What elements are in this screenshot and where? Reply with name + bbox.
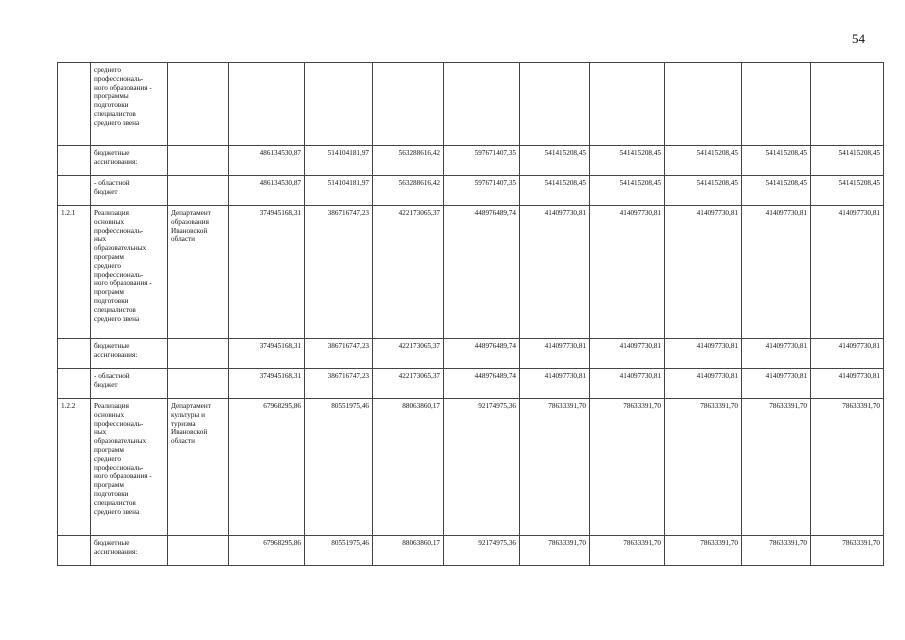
table-row <box>58 339 884 369</box>
row-index-cell <box>58 536 91 566</box>
row-value-cell: 597671407,35 <box>444 146 520 176</box>
row-index-cell: 1.2.2 <box>58 399 91 536</box>
row-index-cell <box>58 63 91 146</box>
row-value-cell: 422173065,37 <box>373 339 444 369</box>
row-value-cell: 92174975,36 <box>444 536 520 566</box>
row-value-cell: 448976489,74 <box>444 206 520 339</box>
row-value-cell: 414097730,81 <box>520 206 590 339</box>
row-name-cell: - областной бюджет <box>91 369 168 399</box>
row-value-cell: 541415208,45 <box>590 176 665 206</box>
row-value-cell: 92174975,36 <box>444 399 520 536</box>
row-executor-cell: Департамент культуры и туризма Ивановской области <box>168 399 229 536</box>
row-value-cell: 88063860,17 <box>373 536 444 566</box>
row-value-cell: 78633391,70 <box>520 399 590 536</box>
row-executor-cell <box>168 63 229 146</box>
row-value-cell: 78633391,70 <box>665 399 742 536</box>
table-row <box>58 536 884 566</box>
row-value-cell: 374945168,31 <box>229 339 305 369</box>
row-value-cell: 448976489,74 <box>444 339 520 369</box>
row-value-cell: 514104181,97 <box>305 146 373 176</box>
row-value-cell: 67968295,86 <box>229 399 305 536</box>
row-value-cell: 414097730,81 <box>590 206 665 339</box>
row-value-cell: 563288616,42 <box>373 176 444 206</box>
row-name-cell: Реализация основных профессиональ- ных образовательных программ среднего профессиональ- ного образования - программ подготовки специалистов среднего звена <box>91 399 168 536</box>
row-value-cell: 414097730,81 <box>665 369 742 399</box>
row-value-cell: 541415208,45 <box>520 176 590 206</box>
budget-table <box>57 62 884 566</box>
row-value-cell: 597671407,35 <box>444 176 520 206</box>
row-value-cell: 80551975,46 <box>305 399 373 536</box>
row-value-cell: 88063860,17 <box>373 399 444 536</box>
row-executor-cell <box>168 536 229 566</box>
row-value-cell <box>444 63 520 146</box>
row-name-cell: среднего профессиональ- ного образования - программы подготовки специалистов среднего звена <box>91 63 168 146</box>
row-value-cell: 414097730,81 <box>742 206 811 339</box>
row-name-cell: бюджетные ассигнования: <box>91 146 168 176</box>
row-index-cell <box>58 369 91 399</box>
row-value-cell: 78633391,70 <box>590 536 665 566</box>
row-value-cell <box>590 63 665 146</box>
row-value-cell: 386716747,23 <box>305 339 373 369</box>
row-value-cell: 541415208,45 <box>811 146 884 176</box>
row-value-cell: 80551975,46 <box>305 536 373 566</box>
row-value-cell: 414097730,81 <box>520 339 590 369</box>
row-value-cell: 374945168,31 <box>229 369 305 399</box>
row-value-cell: 414097730,81 <box>665 206 742 339</box>
table-row <box>58 63 884 146</box>
row-value-cell: 422173065,37 <box>373 206 444 339</box>
row-index-cell <box>58 339 91 369</box>
table-row <box>58 176 884 206</box>
row-value-cell: 67968295,86 <box>229 536 305 566</box>
row-executor-cell <box>168 339 229 369</box>
row-value-cell <box>373 63 444 146</box>
row-value-cell: 541415208,45 <box>520 146 590 176</box>
row-name-cell: бюджетные ассигнования: <box>91 339 168 369</box>
row-index-cell <box>58 176 91 206</box>
row-index-cell <box>58 146 91 176</box>
row-value-cell: 386716747,23 <box>305 369 373 399</box>
row-value-cell: 486134530,87 <box>229 146 305 176</box>
row-name-cell: Реализация основных профессиональ- ных образовательных программ среднего профессиональ- ного образования - программ подготовки специалистов среднего звена <box>91 206 168 339</box>
budget-table-body <box>58 63 884 566</box>
row-value-cell: 78633391,70 <box>742 399 811 536</box>
row-name-cell: бюджетные ассигнования: <box>91 536 168 566</box>
row-value-cell: 78633391,70 <box>811 536 884 566</box>
row-value-cell: 541415208,45 <box>665 146 742 176</box>
row-value-cell: 414097730,81 <box>742 369 811 399</box>
row-value-cell: 541415208,45 <box>742 176 811 206</box>
row-name-cell: - областной бюджет <box>91 176 168 206</box>
row-executor-cell: Департамент образования Ивановской области <box>168 206 229 339</box>
row-value-cell: 541415208,45 <box>590 146 665 176</box>
row-value-cell: 78633391,70 <box>665 536 742 566</box>
row-value-cell: 386716747,23 <box>305 206 373 339</box>
table-row <box>58 146 884 176</box>
row-value-cell: 414097730,81 <box>665 339 742 369</box>
page-number: 54 <box>852 31 865 46</box>
row-value-cell: 414097730,81 <box>590 369 665 399</box>
row-value-cell: 541415208,45 <box>742 146 811 176</box>
row-value-cell: 414097730,81 <box>811 339 884 369</box>
table-row <box>58 369 884 399</box>
row-value-cell <box>305 63 373 146</box>
row-value-cell: 448976489,74 <box>444 369 520 399</box>
row-value-cell: 563288616,42 <box>373 146 444 176</box>
row-value-cell: 414097730,81 <box>742 339 811 369</box>
table-row <box>58 399 884 536</box>
row-executor-cell <box>168 176 229 206</box>
row-value-cell: 78633391,70 <box>520 536 590 566</box>
row-value-cell: 414097730,81 <box>811 369 884 399</box>
row-value-cell: 541415208,45 <box>665 176 742 206</box>
row-value-cell: 374945168,31 <box>229 206 305 339</box>
row-executor-cell <box>168 146 229 176</box>
row-value-cell: 486134530,87 <box>229 176 305 206</box>
row-value-cell: 422173065,37 <box>373 369 444 399</box>
row-value-cell: 414097730,81 <box>811 206 884 339</box>
row-value-cell <box>520 63 590 146</box>
row-value-cell <box>665 63 742 146</box>
row-index-cell: 1.2.1 <box>58 206 91 339</box>
row-value-cell <box>229 63 305 146</box>
row-value-cell: 414097730,81 <box>520 369 590 399</box>
row-value-cell: 414097730,81 <box>590 339 665 369</box>
row-executor-cell <box>168 369 229 399</box>
row-value-cell: 541415208,45 <box>811 176 884 206</box>
row-value-cell: 514104181,97 <box>305 176 373 206</box>
row-value-cell: 78633391,70 <box>811 399 884 536</box>
row-value-cell <box>811 63 884 146</box>
table-row <box>58 206 884 339</box>
row-value-cell: 78633391,70 <box>590 399 665 536</box>
row-value-cell: 78633391,70 <box>742 536 811 566</box>
row-value-cell <box>742 63 811 146</box>
